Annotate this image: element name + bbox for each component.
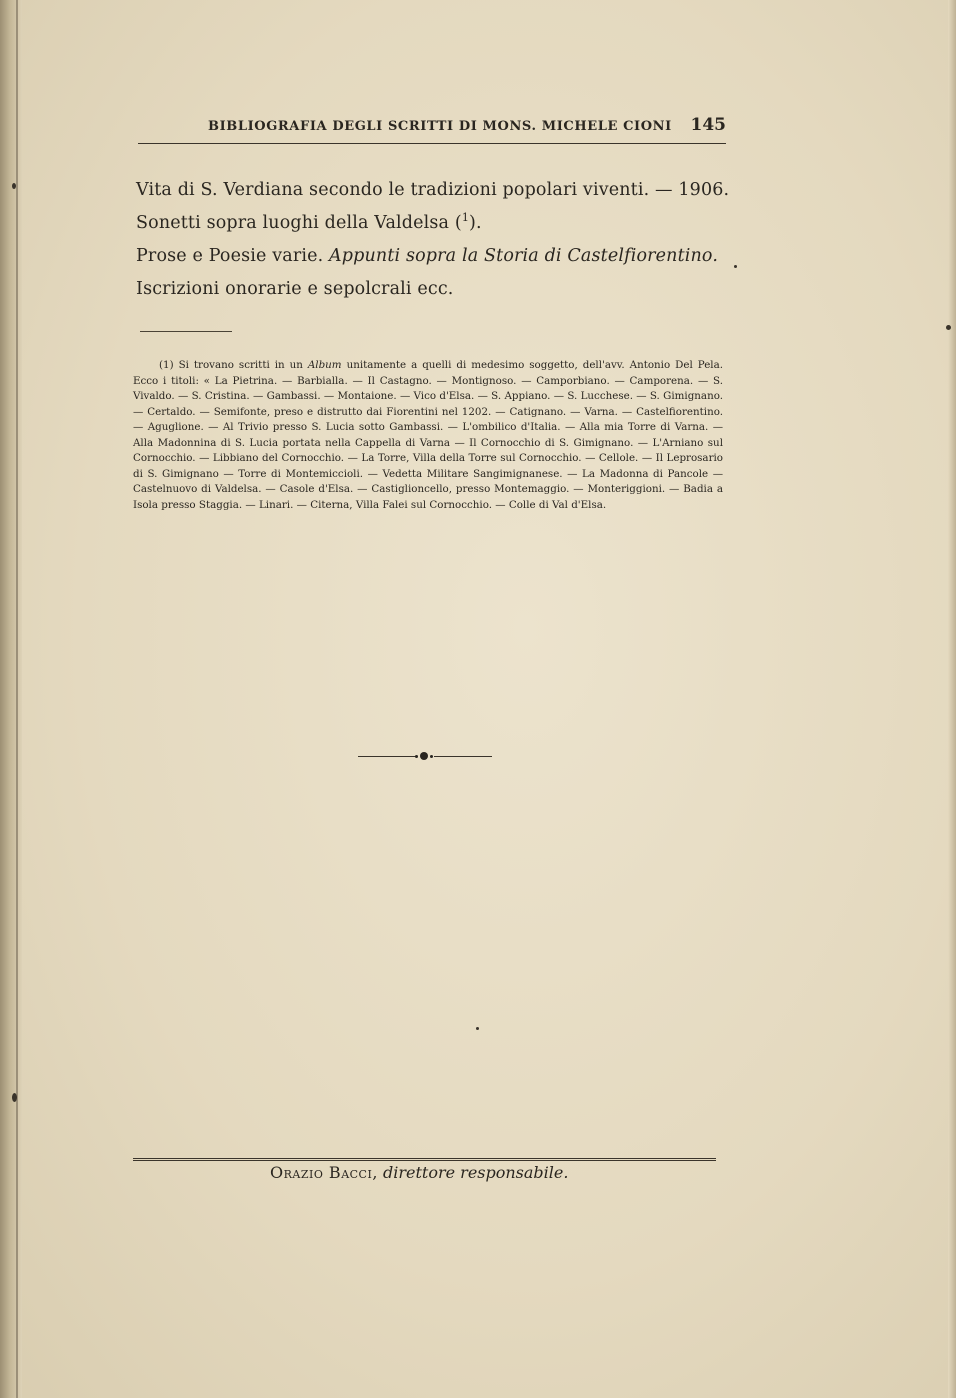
footnote-marker: (1) <box>159 359 174 371</box>
page-number: 145 <box>690 115 726 135</box>
footnote-divider <box>140 331 232 332</box>
work-title: Vita di S. Verdiana secondo le tradizioni popolari viventi. — 1906. <box>136 180 730 200</box>
section-ornament <box>358 749 492 763</box>
footnote <box>133 358 723 513</box>
binding-fold-line <box>16 0 18 1398</box>
footnote-italic: Album <box>307 359 342 371</box>
running-header <box>138 115 726 141</box>
running-title: BIBLIOGRAFIA DEGLI SCRITTI DI MONS. MICHELE CIONI <box>208 119 672 134</box>
work-title-italic: Appunti sopra la Storia di Castelfiorentino. <box>329 246 719 266</box>
work-entry <box>136 174 736 207</box>
paper-speck <box>12 183 16 189</box>
work-title: Sonetti sopra luoghi della Valdelsa ( <box>136 213 462 233</box>
paper-speck <box>946 325 951 330</box>
work-title-end: ). <box>468 213 482 233</box>
binding-edge <box>0 0 22 1398</box>
work-entry <box>136 240 736 273</box>
header-rule <box>138 143 726 144</box>
footnote-body: unitamente a quelli di medesimo soggetto, dell'avv. Antonio Del Pela. Ecco i titoli: « La Pietrina. — Barbialla. — Il Castagno. — Montignoso. — Camporbiano. — Camporena. — S. Vivaldo. — S. Cristina. — Gambassi. — Montaione. — Vico d'Elsa. — S. Appiano. — S. Lucchese. — S. Gimignano. — Certaldo. — Semifonte, preso e distrutto dai Fiorentini nel 1202. — Catignano. — Varna. — Castelfiorentino. — Aguglione. — Al Trivio presso S. Lucia sotto Gambassi. — L'ombilico d'Italia. — Alla mia Torre di Varna. — Alla Madonnina di S. Lucia portata nella Cappella di Varna — Il Cornocchio di S. Gimignano. — L'Arniano sul Cornocchio. — Libbiano del Cornocchio. — La Torre, Villa della Torre sul Cornocchio. — Cellole. — Il Leprosario di S. Gimignano — Torre di Montemiccioli. — Vedetta Militare Sangimignanese. — La Madonna di Pancole — Castelnuovo di Valdelsa. — Casole d'Elsa. — Castiglioncello, presso Montemaggio. — Monteriggioni. — Badia a Isola presso Staggia. — Linari. — Citerna, Villa Falei sul Cornocchio. — Colle di Val d'Elsa. <box>133 359 724 511</box>
work-title: Iscrizioni onorarie e sepolcrali ecc. <box>136 279 454 299</box>
work-entry <box>136 207 736 240</box>
footnote-lead: Si trovano scritti in un <box>178 359 303 371</box>
editor-role: direttore responsabile. <box>383 1163 569 1182</box>
paper-speck <box>734 265 737 268</box>
works-list <box>136 174 736 306</box>
colophon <box>270 1163 690 1182</box>
footer-double-rule <box>133 1158 716 1161</box>
work-entry <box>136 273 736 306</box>
editor-name: Orazio Bacci, <box>270 1163 378 1182</box>
page-right-edge <box>948 0 956 1398</box>
paper-speck <box>476 1027 479 1030</box>
paper-speck <box>12 1093 17 1102</box>
footnote-reference: 1 <box>461 211 469 225</box>
work-title: Prose e Poesie varie. <box>136 246 330 266</box>
